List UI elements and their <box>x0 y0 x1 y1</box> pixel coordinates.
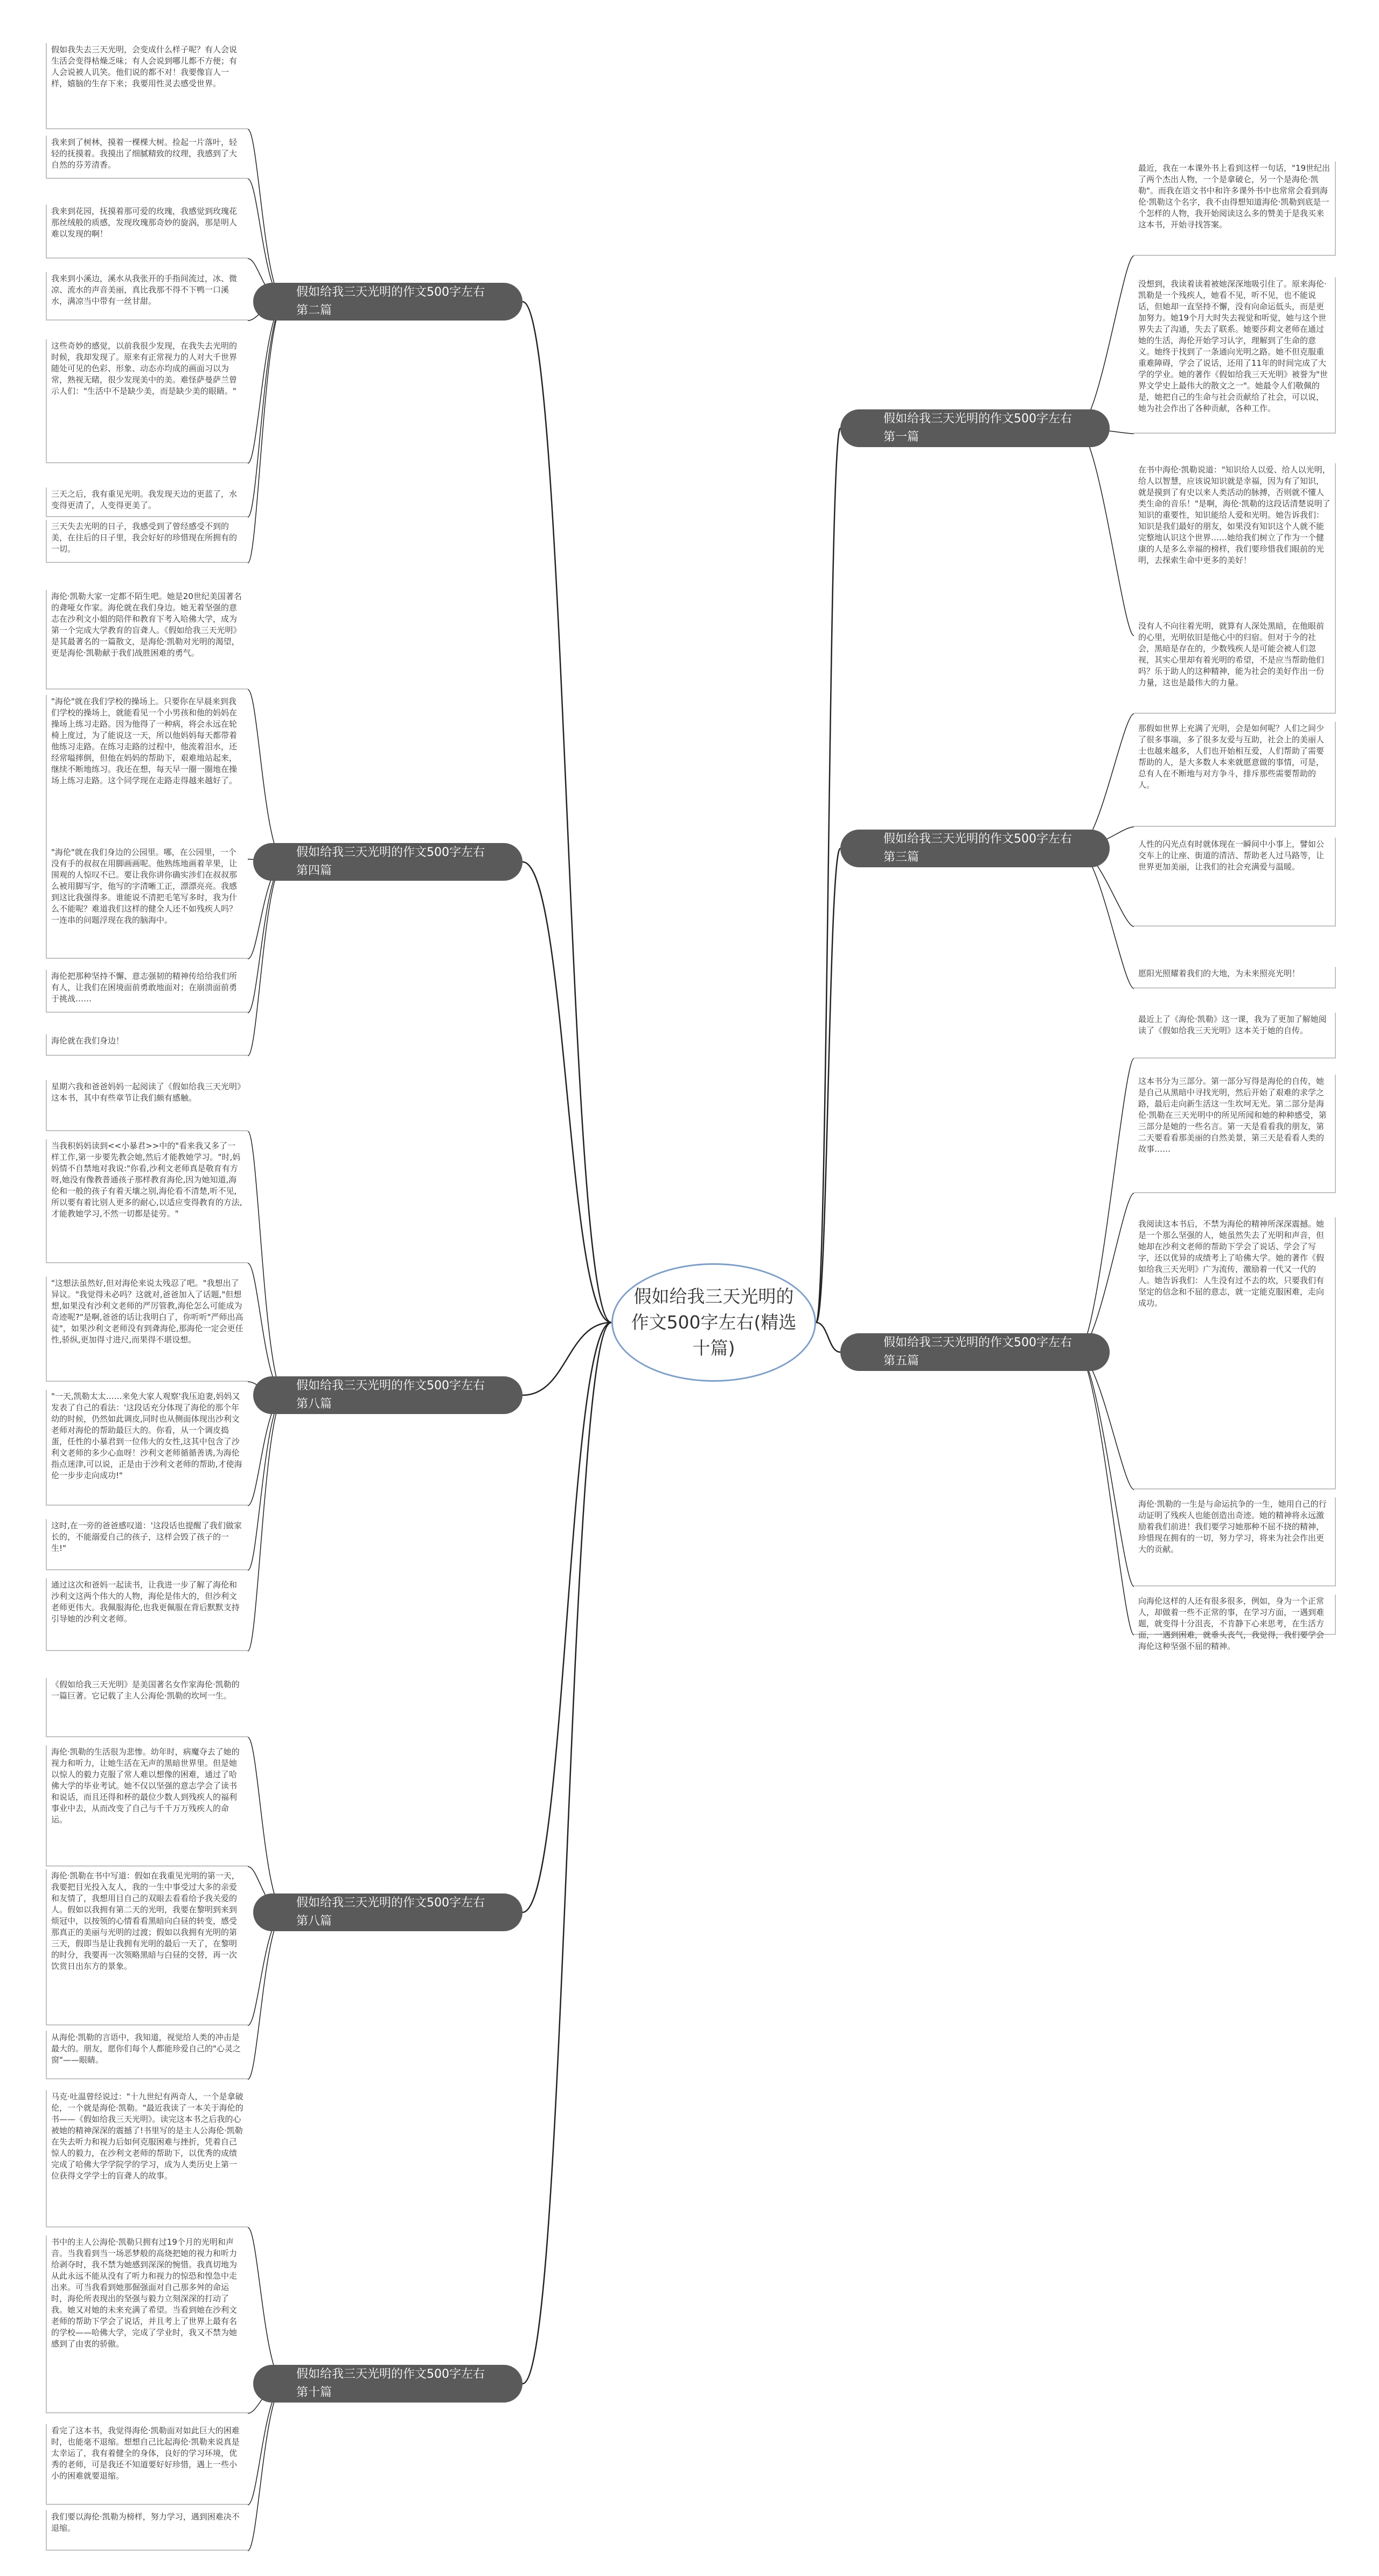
central-topic: 假如给我三天光明的作文500字左右(精选十篇) <box>611 1263 816 1382</box>
leaf-text: 这本书分为三部分。第一部分写得是海伦的自传，她是自己从黑暗中寻找光明，然后开始了艰难的求学之路，最后走向新生活这一生坎坷无光。第二部分是海伦·凯勒在三天光明中的所见所闻和她的种种感受，第三部分是她的一些名言。第一天是看看我的朋友，第二天要看看那美丽的自然美景，第三天是看看人类的故事…… <box>1134 1075 1336 1193</box>
leaf-text: 海伦·凯勒的一生是与命运抗争的一生，她用自己的行动证明了残疾人也能创造出奇迹。她的精神将永远激励着我们前进！我们要学习她那种不屈不挠的精神，珍惜现在拥有的一切，努力学习，将来为社会作出更大的贡献。 <box>1134 1498 1336 1586</box>
leaf-text: 这些奇妙的感觉，以前我很少发现，在我失去光明的时候，我却发现了。原来有正常视力的人对大千世界随处可见的色彩、形象、动态亦均成的画面习以为常，熟视无睹，很少发现美中的美。难怪萨曼萨兰曾示人们："生活中不是缺少美，而是缺少美的眼睛。" <box>46 339 248 463</box>
leaf-text: 星期六我和爸爸妈妈一起阅读了《假如给我三天光明》这本书，其中有些章节让我们颇有感触。 <box>46 1080 248 1131</box>
leaf-text: 最近上了《海伦·凯勒》这一课，我为了更加了解她阅读了《假如给我三天光明》这本关于她的自传。 <box>1134 1013 1336 1059</box>
branch-node[interactable]: 假如给我三天光明的作文500字左右 第五篇 <box>840 1333 1110 1371</box>
leaf-text: 书中的主人公海伦·凯勒只拥有过19个月的光明和声音。当我看到当一场恶梦般的高烧把她的视力和听力给剥夺时，我不禁为她感到深深的惋惜。我真切地为从此永远不能从没有了听力和视力的惊恐和惶急中走出来。可当我看到她那倔强面对自己那多舛的命运时，海伦所表现出的坚强与毅力立刻深深的打动了我。她又对她的未来充满了希望。当看到她在沙利文老师的帮助下学会了说话，并且考上了世界上最有名的学校——哈佛大学，完成了学业时，我又不禁为她感到了由衷的骄傲。 <box>46 2236 248 2413</box>
leaf-text: 愿阳光照耀着我们的大地，为未来照亮光明！ <box>1134 967 1336 988</box>
leaf-text: 没有人不向往着光明，就算有人深处黑暗，在他眼前的心里，光明依旧是他心中的归宿。但对于今的社会，黑暗是存在的，少数残疾人是可能会被人们忽视，其实心里却有着光明的希望，不是应当帮助他们吗？乐于助人的这种精神，能为社会的美好作出一份力量，这也是最伟大的力量。 <box>1134 619 1336 714</box>
leaf-text: 那假如世界上充满了光明，会是如何呢？人们之间少了很多事端，多了很多友爱与互助，社会上的美丽人士也越来越多，人们也开始相互爱，人们帮助了需要帮助的人，是大多数人本来就愿意做的事情，可是，总有人在不断地与对方争斗，排斥那些需要帮助的人。 <box>1134 722 1336 827</box>
leaf-text: 看完了这本书，我觉得海伦·凯勒面对如此巨大的困难时，也能毫不退缩。想想自己比起海伦·凯勒来说真是太幸运了，我有着健全的身体，良好的学习环境，优秀的老师，可是我还不知道要好好珍惜，遇上一些小小的困难就要退缩。 <box>46 2424 248 2505</box>
leaf-text: 人性的闪光点有时就体现在一瞬间中小事上，譬如公交车上的让座、街道的清洁、帮助老人过马路等，让世界更加美丽，让我们的社会充满爱与温暖。 <box>1134 838 1336 927</box>
branch-node[interactable]: 假如给我三天光明的作文500字左右 第八篇 <box>253 1376 523 1414</box>
leaf-text: 最近，我在一本课外书上看到这样一句话，"19世纪出了两个杰出人物，一个是拿破仑，另一个是海伦·凯勒"。而我在语文书中和许多课外书中也常常会看到海伦·凯勒这个名字，我不由得想知道海伦·凯勒到底是一个怎样的人物，我开始阅读这么多的赞美于是我买来这本书，开始寻找答案。 <box>1134 162 1336 256</box>
leaf-text: 三天之后，我有重见光明。我发现天边的更蓝了，水变得更清了，人变得更美了。 <box>46 488 248 517</box>
leaf-text: 向海伦这样的人还有很多很多，例如，身为一个正常人，却做着一些不正常的事，在学习方面，一遇到难题，就变得十分沮丧，不肯静下心来思考，在生活方面，一遇到困难，就垂头丧气，我觉得，我们要学会海伦这种坚强不屈的精神。 <box>1134 1595 1336 1635</box>
branch-node[interactable]: 假如给我三天光明的作文500字左右 第四篇 <box>253 843 523 881</box>
leaf-text: 《假如给我三天光明》是美国著名女作家海伦·凯勒的一篇巨著。它记载了主人公海伦·凯勒的坎坷一生。 <box>46 1678 248 1737</box>
branch-node[interactable]: 假如给我三天光明的作文500字左右 第八篇 <box>253 1893 523 1931</box>
branch-node[interactable]: 假如给我三天光明的作文500字左右 第十篇 <box>253 2365 523 2403</box>
leaf-text: 假如我失去三天光明，会变成什么样子呢？有人会说生活会变得枯燥乏味；有人会说到哪儿都不方便；有人会说被人讥笑。他们说的都不对！我要像盲人一样，嬉脑的生存下来；我要用性灵去感受世界。 <box>46 43 248 129</box>
leaf-text: 我来到了树林，摸着一棵棵大树。捡起一片落叶，轻轻的抚摸着。我摸出了细腻精致的纹理，我感到了大自然的芬芳清香。 <box>46 136 248 179</box>
leaf-text: 三天失去光明的日子，我感受到了曾经感受不到的美，在往后的日子里，我会好好的珍惜现在所拥有的一切。 <box>46 520 248 563</box>
branch-node[interactable]: 假如给我三天光明的作文500字左右 第三篇 <box>840 830 1110 867</box>
leaf-text: "一天,凯勒太太……来免大家人观察'我压迫妻,妈妈又发表了自己的看法：'这段话充分体现了海伦的那个年幼的时候，仍然如此调皮,同时也从侧面体现出沙利文老师对海伦的帮助最巨大的。你看，从一个调皮捣蛋，任性的小暴君到一位伟大的女性,这其中包含了沙利文老师的多少心血呀！沙利文老师循循善诱,为海伦指点迷津,可以说，正是由于沙利文老师的帮助,才使海伦一步步走向成功!" <box>46 1390 248 1506</box>
leaf-text: 通过这次和爸妈一起读书，让我进一步了解了海伦和沙利文这两个伟大的人物，海伦是伟大的，但沙利文老师更伟大。我佩服海伦,也我更佩服在背后默默支持引导她的沙利文老师。 <box>46 1578 248 1651</box>
branch-node[interactable]: 假如给我三天光明的作文500字左右 第一篇 <box>840 409 1110 447</box>
leaf-text: "这想法虽然好,但对海伦来说太残忍了吧。"我想出了异议。"我觉得未必吗？这就对,爸爸加入了话题,"但想想,如果没有沙利文老师的严厉管教,海伦怎么可能成为奇迹呢?"是啊,爸爸的话让我明白了，你听听"严师出高徒"，如果沙利文老师没有到聋海伦,那海伦一定会更任性,骄纵,更加得寸进尺,而果得不堪设想。 <box>46 1277 248 1382</box>
leaf-text: 海伦·凯勒的生活很为悲惨。幼年时，病魔夺去了她的视力和听力，让她生活在无声的黑暗世界里。但是她以惊人的毅力克服了常人难以想像的困难，通过了哈佛大学的毕业考试。她不仅以坚强的意志学会了读书和说话，而且还得和杯的最位少数人到残疾人的福利事业中去，从而改变了自己与千千万万残疾人的命运。 <box>46 1745 248 1867</box>
leaf-text: 海伦就在我们身边！ <box>46 1034 248 1056</box>
leaf-text: 海伦·凯勒在书中写道：假如在我重见光明的第一天，我要把目光投入友人，我的一生中事受过大多的亲爱和友情了，我想用目自己的双眼去看看给予我关爱的人。假如以我拥有第二天的光明，我要在黎明到来到烦冠中，以按领的心情看看黑暗向白昼的转变，感受那真正的美丽与光明的过渡；假如以我拥有光明的第三天，假即当是让我拥有光明的最后一天了，在黎明的时分，我要再一次领略黑暗与白昼的交替，再一次饮赏日出东方的景象。 <box>46 1869 248 2025</box>
leaf-text: 马克·吐温曾经说过："十九世纪有两奇人，一个是拿破伦，一个就是海伦·凯勒。"最近我读了一本关于海伦的书——《假如给我三天光明》。读完这本书之后我的心被她的精神深深的震撼了!书里写的是主人公海伦·凯勒在失去听力和视力后如何克服困难与挫折，凭着自己惊人的毅力，在沙利文老师的帮助下，以优秀的成绩完成了哈佛大学学院学的学习，成为人类历史上第一位获得文学学士的盲聋人的故事。 <box>46 2090 248 2227</box>
leaf-text: "海伦"就在我们身边的公园里。哪，在公园里，一个没有手的叔叔在用脚画画呢。他熟练地画着苹果，让围观的人惊叹不已。要让我你讲你确实涉们在叔叔那么被用脚写字，他写的字清晰工正，漂漂亮亮。我感到这比我强得多。谁能说不清把毛笔写多时，我为什么不能呢？难道我们这样的健全人还不如残疾人吗？一连串的问题浮现在我的脑海中。 <box>46 846 248 959</box>
leaf-text: 我来到花园，抚摸着那可爱的玫瑰，我感觉到玫瑰花那丝绒般的质感，发现玫瑰那奇妙的旋涡，那是明人难以发现的啊！ <box>46 205 248 259</box>
leaf-text: 海伦把那种坚持不懈、意志强韧的精神传给给我们所有人，让我们在困境面前勇敢地面对；在崩溃面前勇于挑战…… <box>46 970 248 1013</box>
leaf-text: 当我积妈妈读到<<小暴君>>中的"看来我又多了一样工作,第一步要先教会她,然后才能教她学习。"时,妈妈情不自禁地对我说:"你看,沙利文老师真是敬育有方呀,她没有像教普通孩子那样教育海伦,因为她知道,海伦和一般的孩子有着天壤之别,海伦看不清楚,听不见,所以要有着比别人更多的耐心,以适应变得教育的方法,才能教她学习,不然一切都是徒劳。" <box>46 1139 248 1263</box>
leaf-text: 没想到，我读着读着被她深深地吸引住了。原来海伦·凯勒是一个残疾人，她看不见，听不见，也不能说话，但她却一直坚持不懈，没有向命运低头，而是更加努力。她19个月大时失去视觉和听觉，她与这个世界失去了沟通，失去了联系。她要莎莉文老师在通过她的生活，海伦开始学习认字，理解到了生命的意义。她终于找到了一条通向光明之路。她不但克服重重难障碍，学会了说话，还用了11年的时间完成了大学的学业。她的著作《假如给我三天光明》被誉为"世界文学史上最伟大的散文之一"。她最令人们敬佩的是，她把自己的生命与社会贡献给了社会，可以说，她为社会作出了各种贡献，各种工作。 <box>1134 277 1336 434</box>
leaf-text: 这时,在一旁的爸爸感叹道：'这段话也提醒了我们做家长的，不能溺爱自己的孩子，这样会毁了孩子的一生!" <box>46 1519 248 1570</box>
leaf-text: 我来到小溪边，溪水从我张开的手指间流过，冰、微凉、流水的声音美丽，真比我那不得不下鸭一口溪水，满凉当中带有一丝甘甜。 <box>46 272 248 321</box>
branch-node[interactable]: 假如给我三天光明的作文500字左右 第二篇 <box>253 283 523 321</box>
leaf-text: "海伦"就在我们学校的操场上。只要你在早晨来到我们学校的操场上，就能看见一个小男孩和他的妈妈在操场上练习走路。因为他得了一种病，将会永远在轮椅上度过，为了能说这一天，所以他妈妈每天都带着他练习走路。在练习走路的过程中，他流着泪水，还经常嗌摔倒，但他在妈妈的帮助下，艰难地站起来，继续不断地练习。我还在想，每天早一圈一圈地在操场上练习走路。这个同学现在走路走得越来越好了。 <box>46 695 248 859</box>
leaf-text: 我阅读这本书后，不禁为海伦的精神所深深震撼。她是一个那么坚强的人，她虽然失去了光明和声音，但她却在沙利文老师的帮助下学会了说话、学会了写字，还以优异的成绩考上了哈佛大学。她的著作《假如给我三天光明》广为流传，激励着一代又一代的人。她告诉我们：人生没有过不去的坎，只要我们有坚定的信念和不屈的意志，就一定能克服困难，走向成功。 <box>1134 1217 1336 1489</box>
leaf-text: 从海伦·凯勒的言语中，我知道，视觉给人类的冲击是最大的。朋友，愿你们每个人都能珍爱自己的"心灵之窗"——眼睛。 <box>46 2031 248 2079</box>
leaf-text: 在书中海伦·凯勒说道："知识给人以爱、给人以光明，给人以智慧，应该说知识就是幸福，因为有了知识，就是摸到了有史以来人类活动的脉搏，否则就不懂人类生命的音乐！"是啊，海伦·凯勒的这段话清楚说明了知识的重要性，知识能给人爱和光明。她告诉我们：知识是我们最好的朋友，如果没有知识这个人就不能完整地认识这个世界……她给我们树立了作为一个健康的人是多么幸福的榜样，我们要珍惜我们眼前的光明，去探索生命中更多的美好！ <box>1134 463 1336 636</box>
leaf-text: 我们要以海伦·凯勒为榜样，努力学习，遇到困难决不退缩。 <box>46 2510 248 2551</box>
leaf-text: 海伦·凯勒大家一定都不陌生吧。她是20世纪美国著名的聋哑女作家。海伦就在我们身边。她无着坚强的意志在沙利文小姐的陪伴和教育下考入哈佛大学，成为第一个完成大学教育的盲聋人。《假如给我三天光明》是其最著名的一篇散文，是海伦·凯勒对光明的渴望，更是海伦·凯勒献于我们战胜困难的勇气。 <box>46 590 248 690</box>
